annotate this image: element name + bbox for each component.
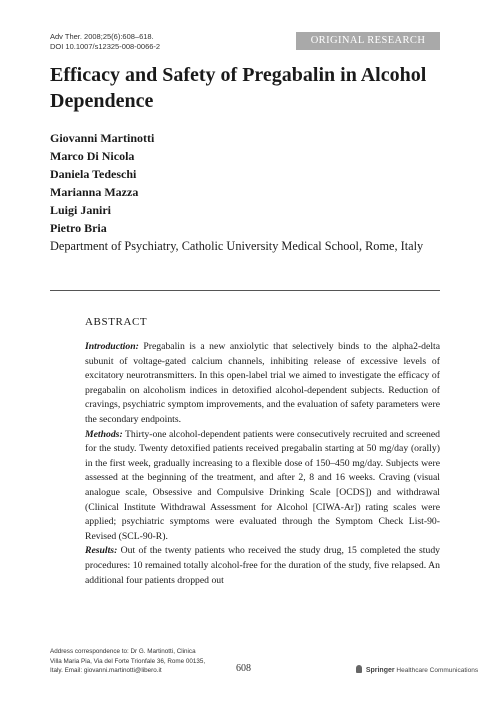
- results-label: Results:: [85, 545, 118, 557]
- author-name: Pietro Bria: [50, 221, 107, 235]
- introduction-label: Introduction:: [85, 341, 139, 352]
- article-title: Efficacy and Safety of Pregabalin in Alcohol Dependence: [50, 64, 427, 112]
- abstract-introduction: [85, 340, 440, 428]
- abstract-body: [85, 340, 440, 588]
- author-name: Luigi Janiri: [50, 203, 112, 217]
- author-list: [50, 129, 440, 255]
- methods-text: Thirty-one alcohol-dependent patients were consecutively recruited and screened for the study. Twenty detoxified patients received pregabalin starting at 50 mg/day (orally) in the first week, gradually increasing to a flexible dose of 150–450 mg/day. Subjects were assessed at the beginning of the treatment, and after 2, 8 and 16 weeks. Craving (visual analogue scale, Obsessive and Compulsive Drinking Scale [OCDS]) and withdrawal (Clinical Institute Withdrawal Assessment for Alcohol [CIWA-Ar]) rating scales were applied; psychiatric symptoms were evaluated through the Symptom Check List-90-Revised (SCL-90-R).: [85, 428, 440, 542]
- journal-citation: Adv Ther. 2008;25(6):608–618.: [50, 32, 154, 41]
- author-name: Daniela Tedeschi: [50, 167, 137, 181]
- affiliation: Department of Psychiatry, Catholic University Medical School, Rome, Italy: [50, 239, 424, 253]
- introduction-text: Pregabalin is a new anxiolytic that selectively binds to the alpha2-delta subunit of voltage-gated calcium channels, inhibiting release of excessive levels of excitatory neurotransmitters. In this open-label trial we aimed to investigate the efficacy of pregabalin on alcoholism indices in detoxified alcohol-dependent subjects. Reduction of cravings, psychiatric symptom improvements, and the evaluation of safety parameters were the secondary endpoints.: [85, 341, 441, 425]
- publisher-logo: [356, 665, 478, 674]
- correspondence-footnote: [50, 647, 310, 676]
- correspondence-line: Address correspondence to: Dr G. Martinotti, Clinica: [50, 648, 196, 655]
- publisher-division: Healthcare Communications: [396, 667, 479, 674]
- methods-label: Methods:: [85, 428, 123, 440]
- results-text: Out of the twenty patients who received the study drug, 15 completed the study procedures: 10 remained totally alcohol-free for the duration of the study, five relapsed. An additional four patients dropped out: [85, 545, 441, 586]
- doi: DOI 10.1007/s12325-008-0066-2: [50, 42, 161, 51]
- abstract-heading: ABSTRACT: [85, 316, 148, 328]
- section-tag: ORIGINAL RESEARCH: [296, 32, 440, 50]
- publisher-brand: Springer: [365, 667, 395, 674]
- author-name: Marco Di Nicola: [50, 149, 135, 163]
- abstract-results: [85, 544, 440, 588]
- abstract-methods: [85, 428, 440, 545]
- springer-horse-icon: [356, 665, 362, 673]
- author-name: Marianna Mazza: [50, 185, 139, 199]
- citation-block: [50, 32, 160, 52]
- correspondence-line: Italy. Email: giovanni.martinotti@libero.it: [50, 667, 162, 675]
- page-number: 608: [236, 663, 251, 674]
- correspondence-line: Villa Maria Pia, Via del Forte Trionfale 36, Rome 00135,: [50, 657, 206, 665]
- author-name: Giovanni Martinotti: [50, 131, 155, 145]
- section-divider: [50, 290, 440, 291]
